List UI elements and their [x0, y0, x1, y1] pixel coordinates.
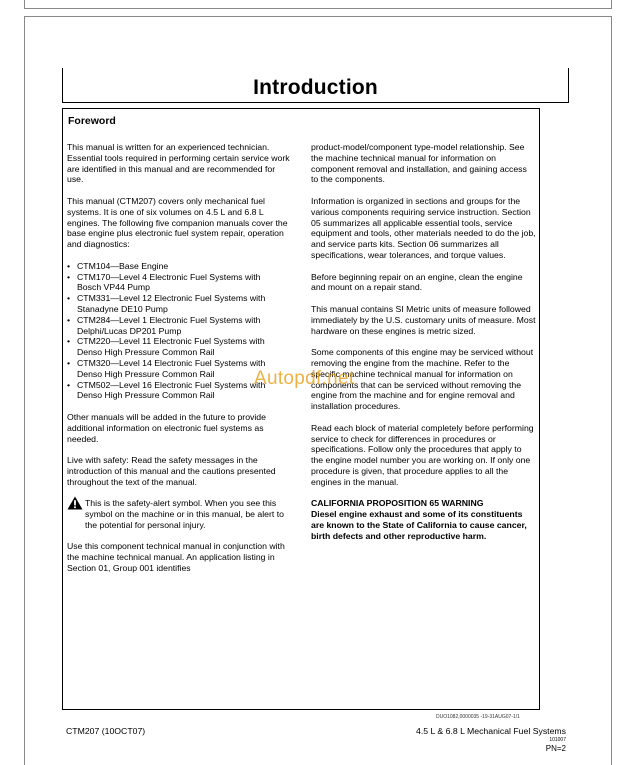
list-item-line2: Denso High Pressure Common Rail [77, 368, 215, 379]
title-underline [62, 102, 569, 103]
paragraph: Read each block of material completely before performing service to check for differences in procedures or specifications. Follow only the procedures that apply to the engine model number you are working on. If only one procedure is given, that procedure applies to all the engines in the manual. [311, 422, 534, 487]
safety-alert-text: This is the safety-alert symbol. When you see this symbol on the machine or in this manual, be alert to the potential for personal injury. [85, 498, 284, 530]
list-item [67, 315, 292, 337]
left-column [67, 142, 292, 585]
list-item [67, 261, 292, 272]
list-item-line2: Stanadyne DE10 Pump [77, 303, 168, 314]
section-heading: Foreword [68, 115, 116, 127]
page-number: PN=2 [545, 744, 566, 753]
list-item-line2: Denso High Pressure Common Rail [77, 347, 215, 358]
safety-alert-paragraph [67, 498, 292, 530]
list-item-line1: • CTM320—Level 14 Electronic Fuel Systems with [77, 357, 266, 368]
list-item [67, 293, 292, 315]
list-item-line2: Denso High Pressure Common Rail [77, 390, 215, 401]
paragraph: This manual (CTM207) covers only mechanical fuel systems. It is one of six volumes on 4.5 L and 6.8 L engines. The following five companion manuals cover the base engine plus electronic fuel system repair, operation and diagnostics: [67, 195, 288, 250]
list-item-line1: • CTM170—Level 4 Electronic Fuel Systems with [77, 271, 261, 282]
list-item [67, 336, 292, 358]
list-item-line1: • CTM220—Level 11 Electronic Fuel Systems with [77, 336, 265, 347]
footer-manual-title: 4.5 L & 6.8 L Mechanical Fuel Systems [415, 726, 566, 736]
list-item-line2: Delphi/Lucas DP201 Pump [77, 325, 182, 336]
list-item-line2: Bosch VP44 Pump [77, 282, 150, 293]
paragraph: Other manuals will be added in the future to provide additional information on electronic fuel systems as needed. [67, 411, 266, 444]
paragraph: Live with safety: Read the safety messages in the introduction of this manual and the cautions presented throughout the text of the manual. [67, 455, 276, 487]
paragraph: Some components of this engine may be serviced without removing the engine from the machine. Refer to the specific machine technical manual for information on components that can be serviced without removing the engine from the machine and for engine removal and installation procedures. [311, 347, 534, 412]
top-strip [24, 0, 612, 9]
safety-alert-icon [67, 496, 83, 510]
list-item-line1: • CTM331—Level 12 Electronic Fuel Systems with [77, 293, 266, 304]
list-item [67, 272, 292, 294]
paragraph: product-model/component type-model relationship. See the machine technical manual for information on component removal and installation, and gaining access to the components. [311, 142, 527, 185]
paragraph: This manual contains SI Metric units of measure followed immediately by the U.S. customary units of measure. Most hardware on these engines is metric sized. [311, 303, 536, 336]
document-code: DUO1082,0000035 -19-31AUG07-1/1 [436, 714, 520, 720]
list-item-line1: CTM104—Base Engine [77, 260, 169, 271]
warning-body: Diesel engine exhaust and some of its constituents are known to the State of California to cause cancer, birth defects and other reproductive harm. [311, 509, 527, 541]
paragraph: This manual is written for an experienced technician. Essential tools required in performing certain service work are identified in this manual and are recommended for use. [67, 142, 290, 185]
page-title: Introduction [253, 76, 378, 99]
paragraph: Information is organized in sections and groups for the various components requiring service instruction. Section 05 summarizes all applicable essential tools, service equipment and tools, other materials needed to do the job, and service parts kits. Section 06 summarizes all specifications, wear tolerances, and torque values. [311, 195, 536, 260]
paragraph: Use this component technical manual in conjunction with the machine technical manual. An application listing in Section 01, Group 001 identifies [67, 541, 285, 574]
list-item-line1: • CTM284—Level 1 Electronic Fuel Systems with [77, 314, 261, 325]
footer-date-code: 101007 [549, 737, 566, 743]
warning-heading: CALIFORNIA PROPOSITION 65 WARNING [311, 498, 484, 509]
watermark: Autopdf.net [254, 368, 355, 389]
footer-manual-id: CTM207 (10OCT07) [66, 726, 146, 736]
right-column [311, 142, 536, 552]
list-item-line1: • CTM502—Level 16 Electronic Fuel Systems with [77, 379, 266, 390]
paragraph: Before beginning repair on an engine, clean the engine and mount on a repair stand. [311, 271, 523, 293]
